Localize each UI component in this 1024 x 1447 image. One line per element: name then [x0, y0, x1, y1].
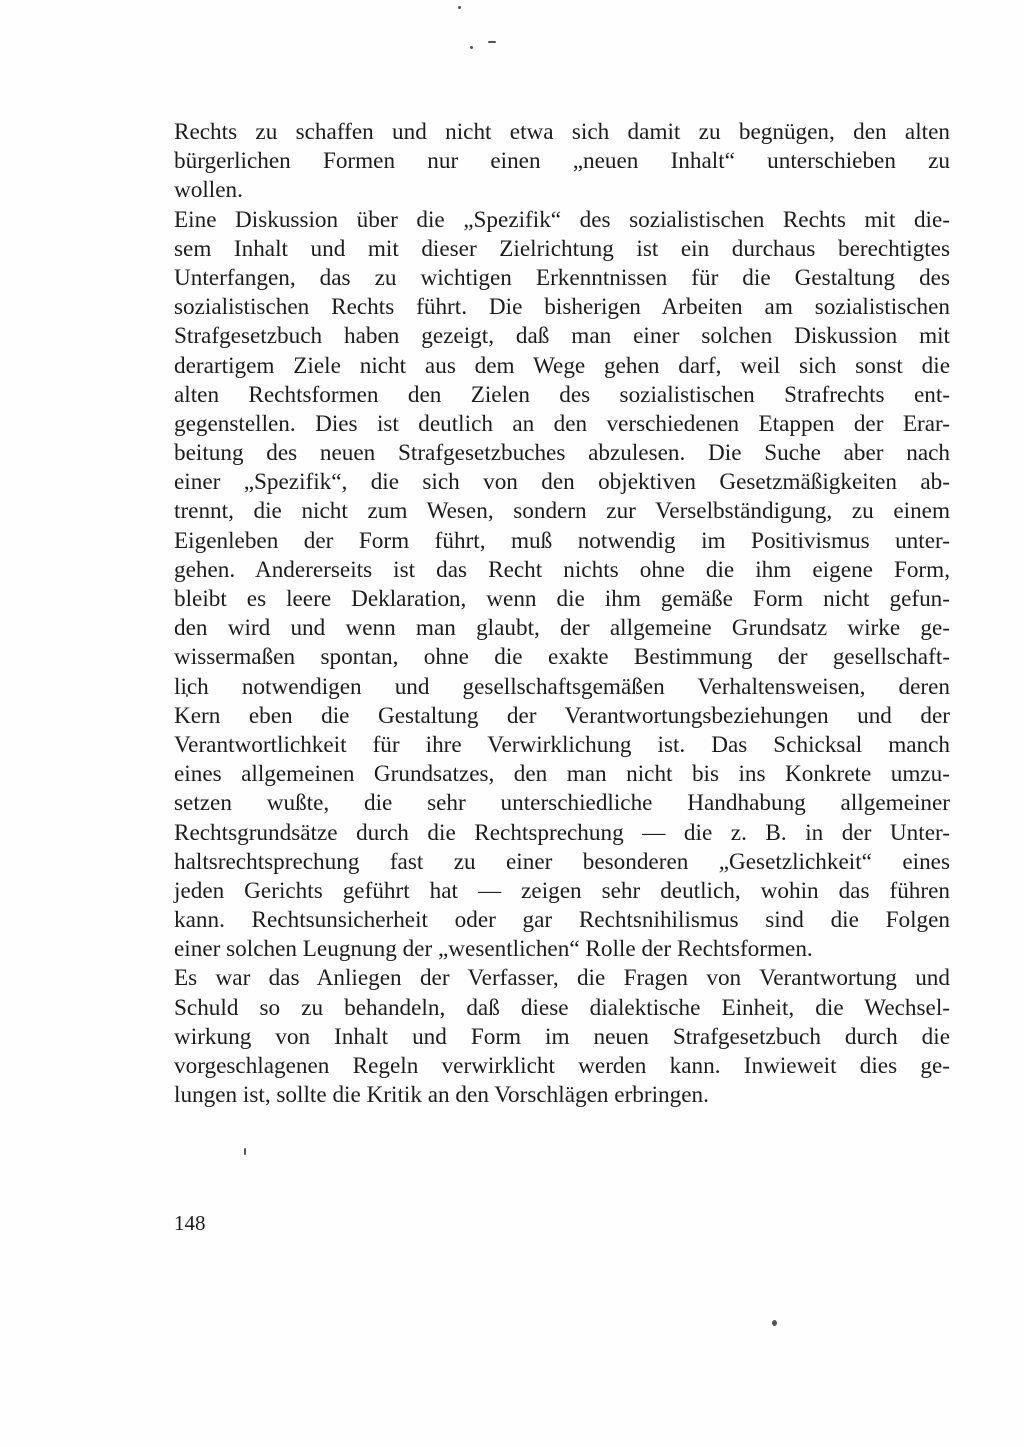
text-line: Schuld so zu behandeln, daß diese dialektische Einheit, die Wechsel- — [174, 994, 950, 1021]
text-line: Kern eben die Gestaltung der Verantwortungsbeziehungen und der — [174, 702, 950, 729]
text-line: einer solchen Leugnung der „wesentlichen“ Rolle der Rechtsformen. — [174, 936, 813, 963]
text-line: haltsrechtsprechung fast zu einer besonderen „Gesetzlichkeit“ eines — [174, 848, 950, 875]
text-line: gehen. Andererseits ist das Recht nichts ohne die ihm eigene Form, — [174, 556, 950, 583]
text-line: lungen ist, sollte die Kritik an den Vorschlägen erbringen. — [174, 1082, 709, 1109]
scan-speck — [458, 6, 461, 9]
text-line: Eigenleben der Form führt, muß notwendig im Positivismus unter- — [174, 527, 950, 554]
text-line: trennt, die nicht zum Wesen, sondern zur Verselbständigung, zu einem — [174, 498, 950, 525]
text-line: bürgerlichen Formen nur einen „neuen Inhalt“ unterschieben zu — [174, 148, 950, 175]
text-line: setzen wußte, die sehr unterschiedliche Handhabung allgemeiner — [174, 790, 950, 817]
text-line: einer „Spezifik“, die sich von den objektiven Gesetzmäßigkeiten ab- — [174, 469, 950, 496]
page-number: 148 — [174, 1211, 206, 1235]
text-line: wollen. — [174, 177, 243, 204]
text-line: Strafgesetzbuch haben gezeigt, daß man einer solchen Diskussion mit — [174, 323, 950, 350]
text-line: bleibt es leere Deklaration, wenn die ihm gemäße Form nicht gefun- — [174, 586, 950, 612]
text-line: Rechts zu schaffen und nicht etwa sich damit zu begnügen, den alten — [174, 119, 950, 145]
scan-speck — [772, 1320, 777, 1326]
text-line: wirkung von Inhalt und Form im neuen Strafgesetzbuch durch die — [174, 1023, 950, 1050]
text-line: Es war das Anliegen der Verfasser, die Fragen von Verantwortung und — [174, 965, 950, 992]
scan-speck — [244, 1148, 246, 1155]
text-line: den wird und wenn man glaubt, der allgemeine Grundsatz wirke ge- — [174, 615, 950, 642]
body-text — [174, 118, 950, 1110]
text-line: kann. Rechtsunsicherheit oder gar Rechtsnihilismus sind die Folgen — [174, 907, 950, 934]
text-line: vorgeschlagenen Regeln verwirklicht werden kann. Inwieweit dies ge- — [174, 1053, 950, 1079]
text-line: sozialistischen Rechts führt. Die bisherigen Arbeiten am sozialistischen — [174, 294, 950, 321]
text-line: gegenstellen. Dies ist deutlich an den verschiedenen Etappen der Erar- — [174, 410, 950, 437]
text-line: wissermaßen spontan, ohne die exakte Bestimmung der gesellschaft- — [174, 644, 950, 671]
text-line: derartigem Ziele nicht aus dem Wege gehen darf, weil sich sonst die — [174, 352, 950, 379]
text-line: beitung des neuen Strafgesetzbuches abzulesen. Die Suche aber nach — [174, 440, 950, 467]
text-line: eines allgemeinen Grundsatzes, den man nicht bis ins Konkrete umzu- — [174, 761, 950, 788]
text-line: alten Rechtsformen den Zielen des sozialistischen Strafrechts ent- — [174, 381, 950, 408]
text-line: Rechtsgrundsätze durch die Rechtsprechung — die z. B. in der Unter- — [174, 819, 950, 846]
text-line: sem Inhalt und mit dieser Zielrichtung ist ein durchaus berechtigtes — [174, 235, 950, 262]
scan-speck — [488, 41, 496, 43]
text-line: Verantwortlichkeit für ihre Verwirklichung ist. Das Schicksal manch — [174, 731, 950, 758]
text-line: jeden Gerichts geführt hat — zeigen sehr deutlich, wohin das führen — [174, 877, 950, 904]
text-line: Eine Diskussion über die „Spezifik“ des sozialistischen Rechts mit die- — [174, 206, 950, 233]
scan-speck — [470, 46, 473, 49]
text-line: lich notwendigen und gesellschaftsgemäßen Verhaltensweisen, deren — [174, 673, 950, 700]
text-line: Unterfangen, das zu wichtigen Erkenntnissen für die Gestaltung des — [174, 264, 950, 291]
